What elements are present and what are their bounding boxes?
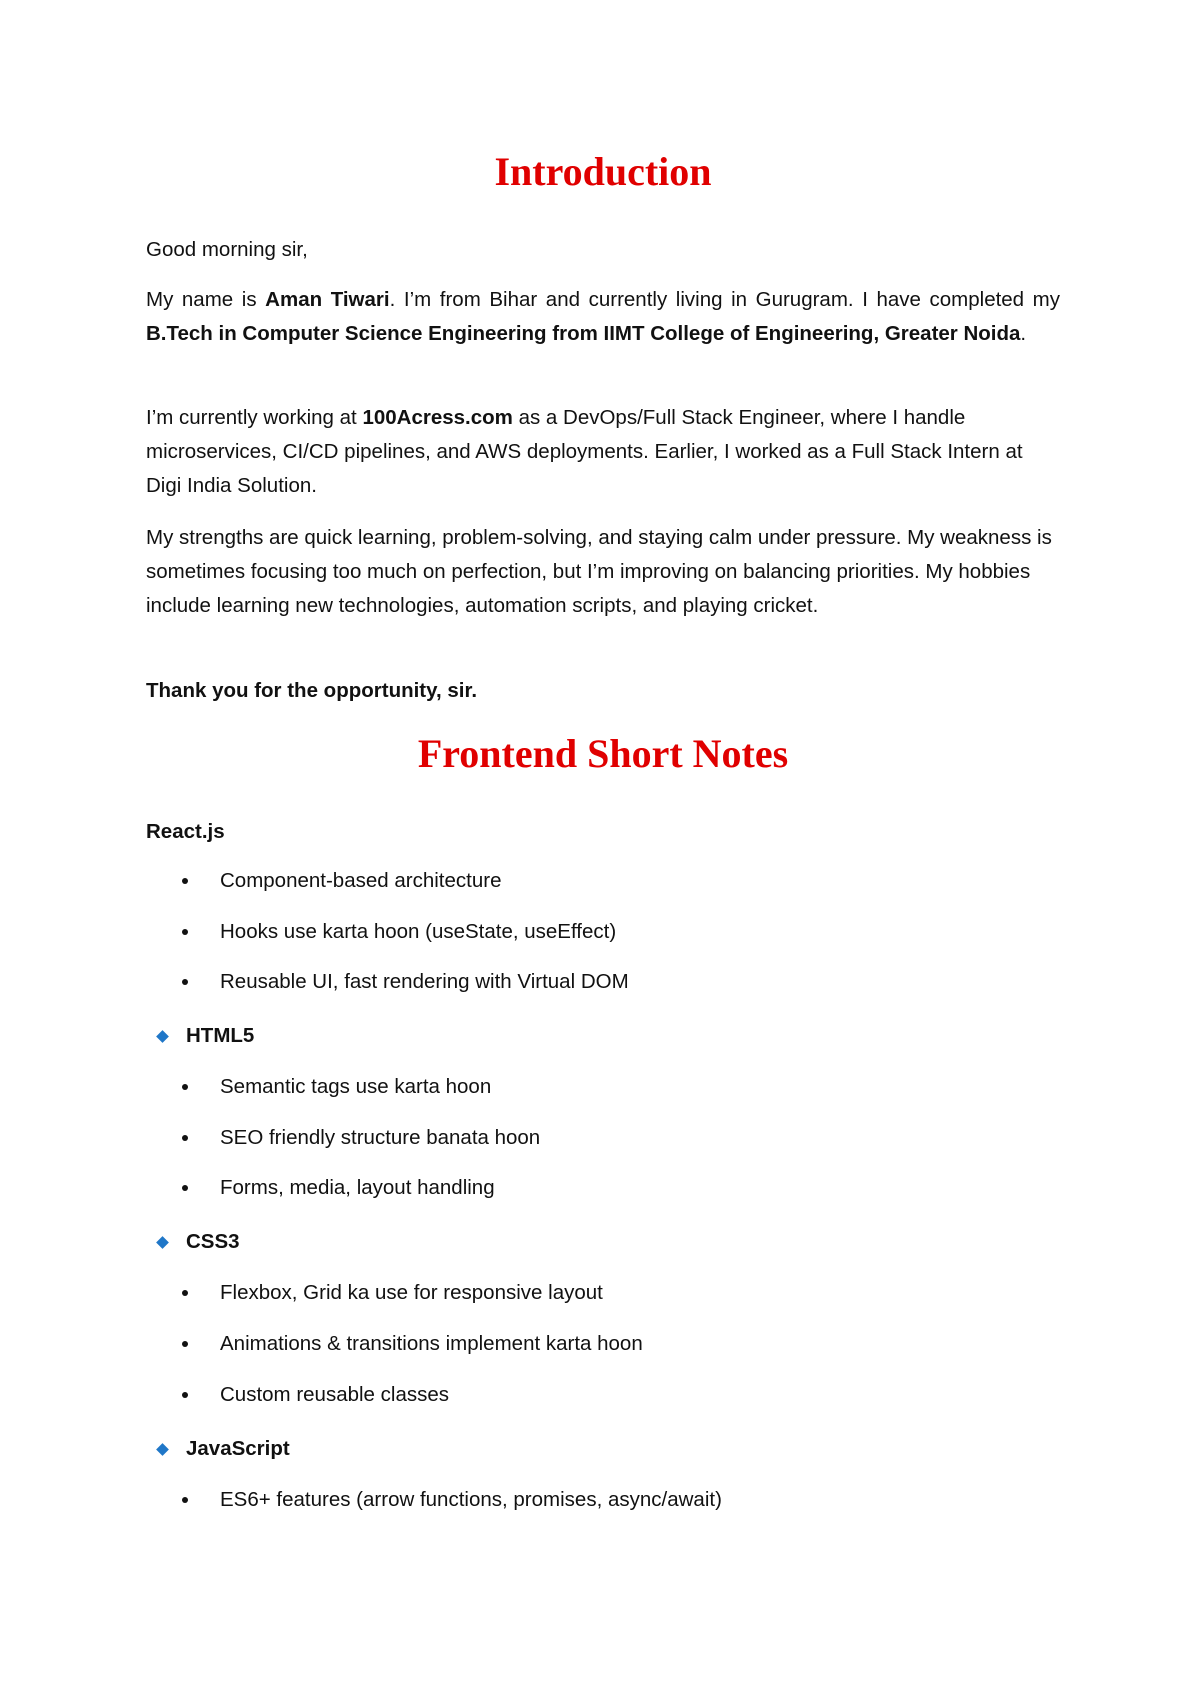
introduction-heading: Introduction: [494, 149, 712, 194]
section-title-css3: [146, 1227, 240, 1257]
list-item-text: ES6+ features (arrow functions, promises, async/await): [220, 1488, 722, 1511]
text-run: .: [1020, 322, 1027, 345]
list-item-text: Animations & transitions implement karta hoon: [220, 1332, 643, 1355]
bullet-dot-icon: [182, 929, 188, 935]
text-run: . I’m from Bihar and currently living in Gurugram. I have completed my: [389, 288, 1060, 311]
intro-paragraph-name: [146, 283, 1060, 351]
list-item-text: Custom reusable classes: [220, 1383, 450, 1406]
bullet-dot-icon: [182, 1497, 188, 1503]
list-item-text: Forms, media, layout handling: [220, 1176, 495, 1199]
degree-bold: B.Tech in Computer Science Engineering from IIMT College of Engineering, Greater Noida: [146, 322, 1021, 345]
bullet-dot-icon: [182, 1392, 188, 1398]
diamond-bullet-icon: [156, 1443, 169, 1456]
bullet-dot-icon: [182, 1135, 188, 1141]
list-item: [182, 1278, 603, 1308]
list-item: [182, 1123, 540, 1153]
list-item-text: Semantic tags use karta hoon: [220, 1075, 492, 1098]
list-item: [182, 967, 629, 997]
bullet-dot-icon: [182, 979, 188, 985]
text-run: I’m currently working at: [146, 406, 363, 429]
section-title-javascript: [146, 1434, 290, 1464]
bullet-dot-icon: [182, 1341, 188, 1347]
list-item-text: Reusable UI, fast rendering with Virtual DOM: [220, 970, 629, 993]
list-item: [182, 917, 616, 947]
list-item: [182, 1329, 643, 1359]
intro-paragraph-work: [146, 401, 1060, 503]
list-item-text: SEO friendly structure banata hoon: [220, 1126, 541, 1149]
frontend-notes-heading: Frontend Short Notes: [417, 731, 789, 776]
text-run: as a DevOps/Full Stack Engineer, where I handle microservices, CI/CD pipelines, and AWS deployments. Earlier, I worked as a Full Stack Intern at Digi India Solution.: [146, 406, 1023, 497]
list-item-text: Hooks use karta hoon (useState, useEffect): [220, 920, 617, 943]
section-title-html5: [146, 1021, 254, 1051]
section-title-react: React.js: [146, 820, 225, 843]
diamond-bullet-icon: [156, 1236, 169, 1249]
bullet-dot-icon: [182, 1084, 188, 1090]
section-title-text: CSS3: [186, 1230, 240, 1253]
list-item: [182, 1072, 491, 1102]
bullet-dot-icon: [182, 878, 188, 884]
list-item: [182, 1173, 495, 1203]
greeting-text: Good morning sir,: [146, 238, 308, 261]
text-run: My name is: [146, 288, 266, 311]
list-item: [182, 1485, 722, 1515]
company-bold: 100Acress.com: [362, 406, 513, 429]
closing-text: Thank you for the opportunity, sir.: [146, 679, 478, 702]
list-item-text: Flexbox, Grid ka use for responsive layout: [220, 1281, 603, 1304]
diamond-bullet-icon: [156, 1030, 169, 1043]
intro-paragraph-strengths: My strengths are quick learning, problem-solving, and staying calm under pressure. My weakness is sometimes focusing too much on perfection, but I’m improving on balancing priorities. My hobbies include learning new technologies, automation scripts, and playing cricket.: [146, 526, 1052, 617]
section-title-text: JavaScript: [186, 1437, 290, 1460]
bullet-dot-icon: [182, 1290, 188, 1296]
list-item: [182, 866, 501, 896]
list-item-text: Component-based architecture: [220, 869, 502, 892]
bullet-dot-icon: [182, 1185, 188, 1191]
name-bold: Aman Tiwari: [265, 288, 390, 311]
section-title-text: HTML5: [186, 1024, 255, 1047]
list-item: [182, 1380, 449, 1410]
